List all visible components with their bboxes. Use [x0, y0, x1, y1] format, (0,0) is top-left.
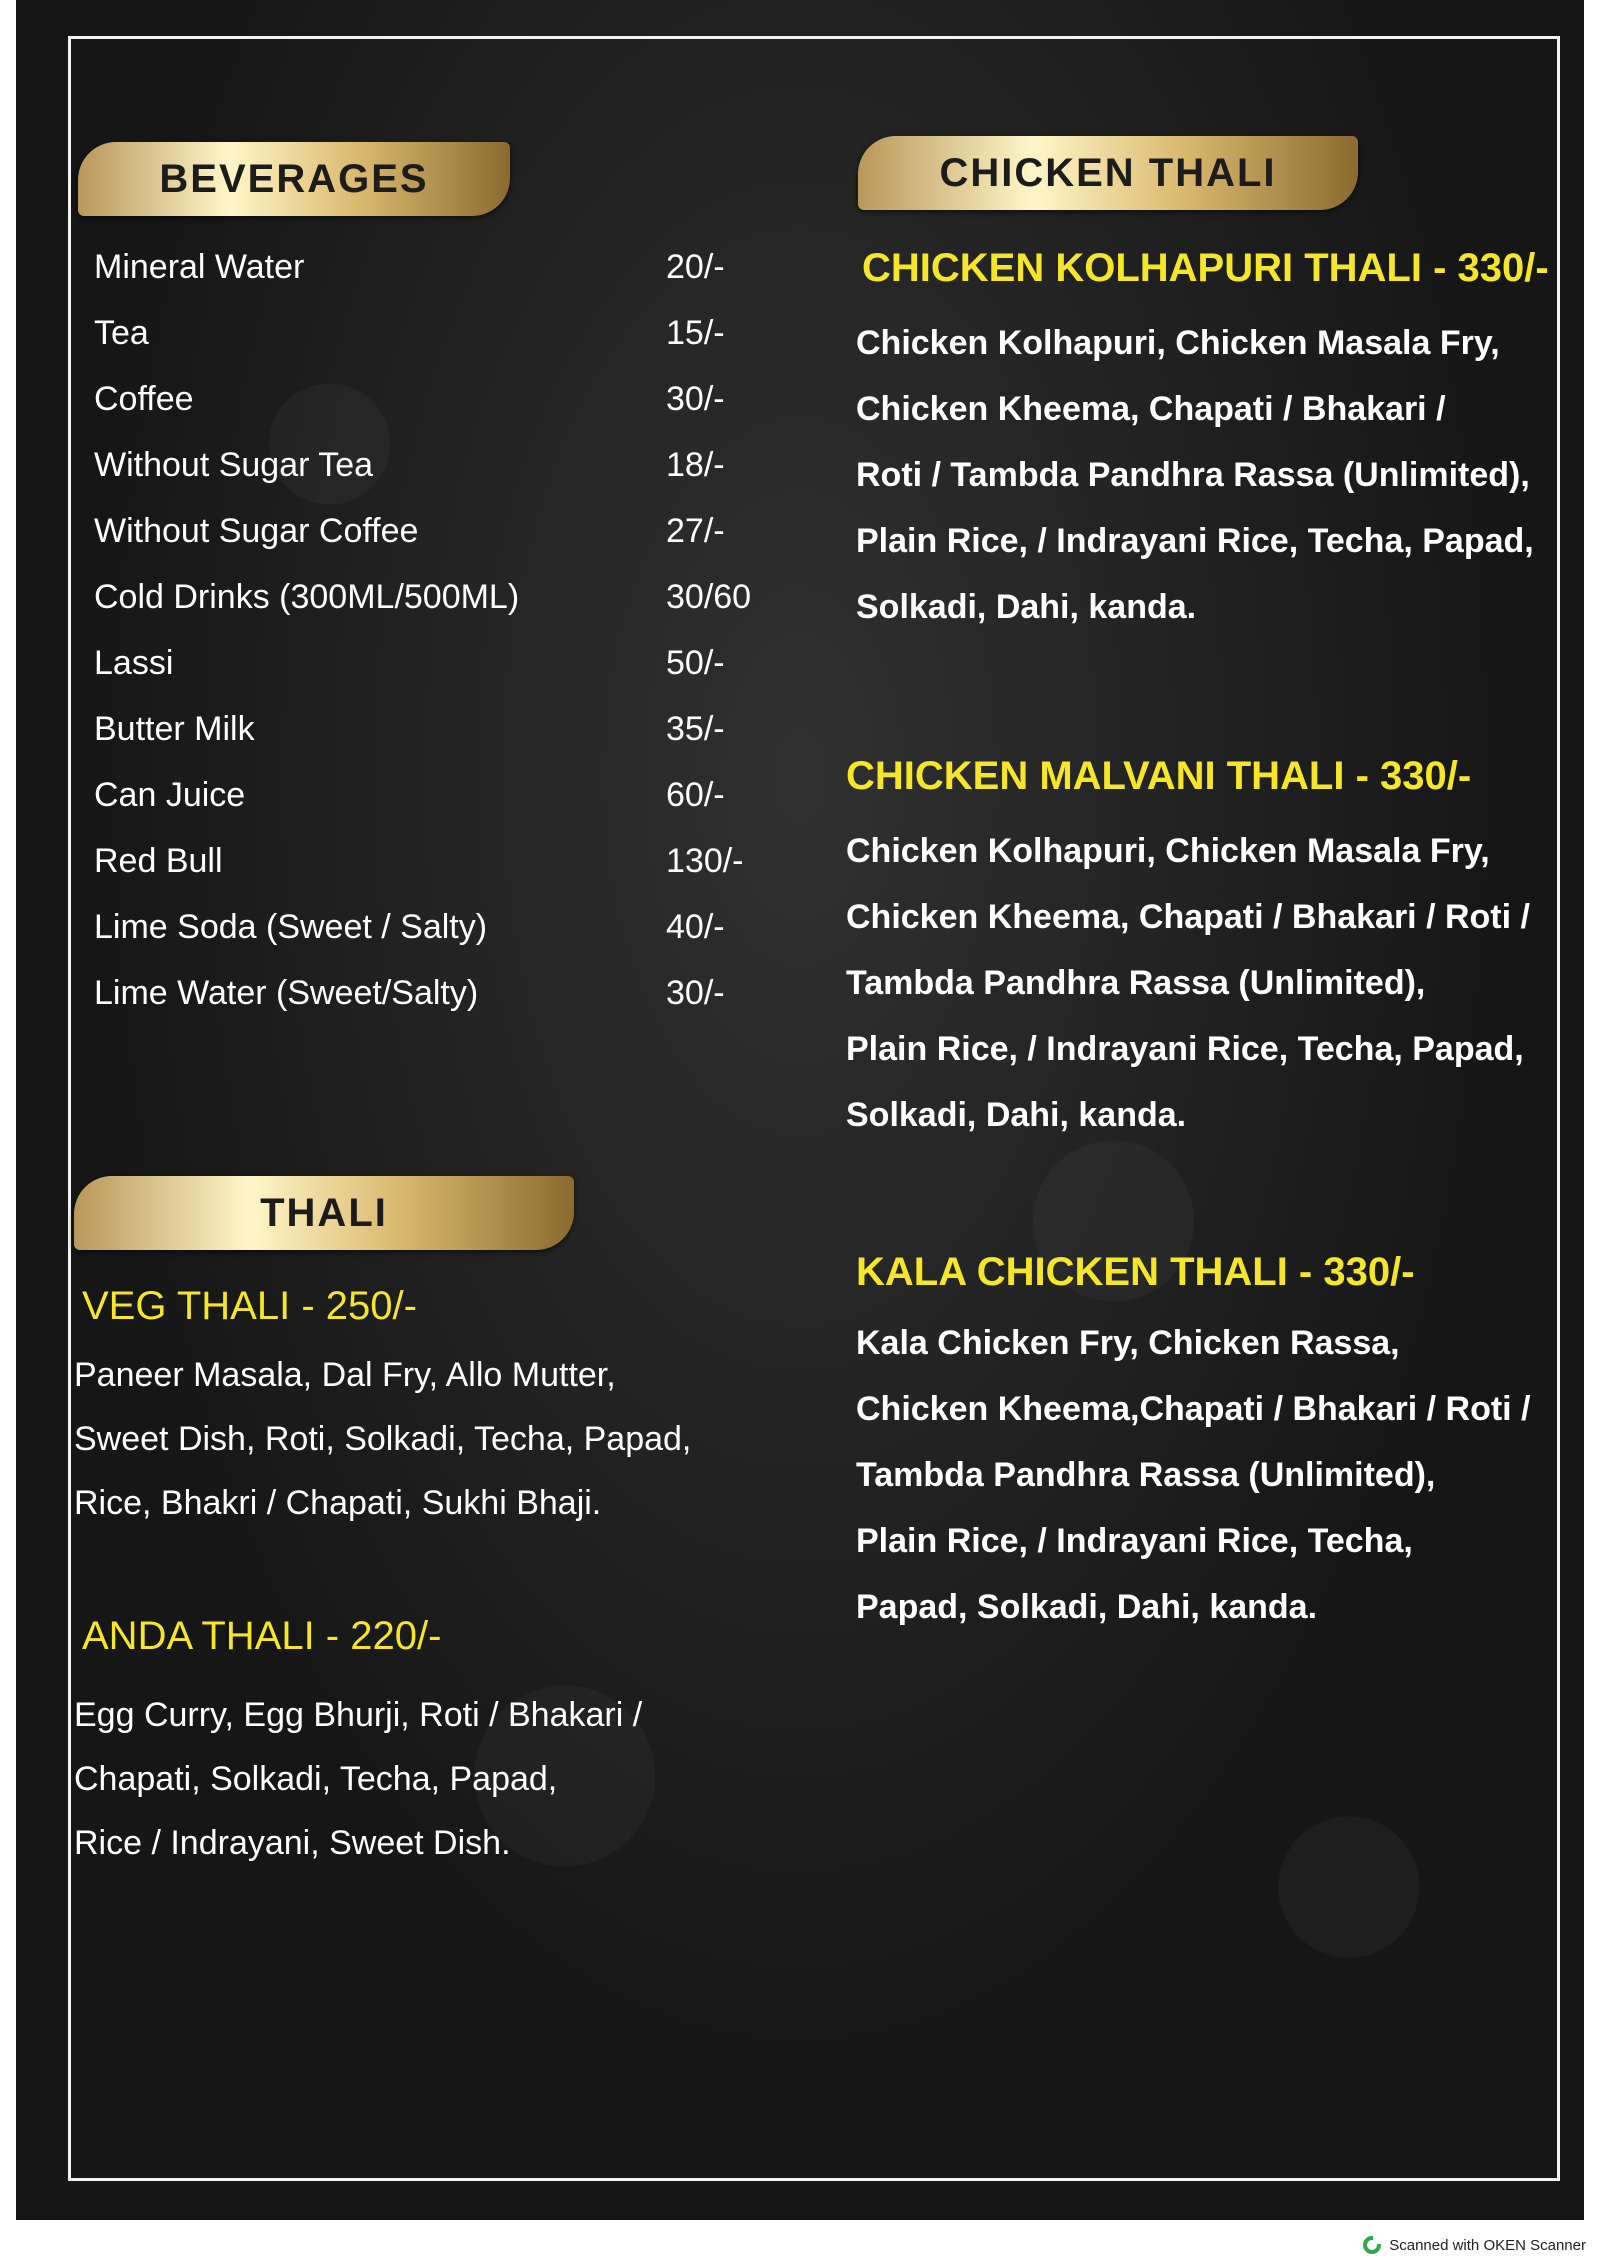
beverage-name: Lime Water (Sweet/Salty) — [94, 974, 479, 1012]
beverage-name: Mineral Water — [94, 248, 305, 286]
kolhapuri-thali-line: Plain Rice, / Indrayani Rice, Techa, Papad, — [856, 522, 1534, 560]
beverage-name: Red Bull — [94, 842, 223, 880]
veg-thali-line: Sweet Dish, Roti, Solkadi, Techa, Papad, — [74, 1420, 692, 1458]
beverage-name: Tea — [94, 314, 149, 352]
veg-thali-heading: VEG THALI - 250/- — [82, 1284, 417, 1328]
malvani-thali-line: Tambda Pandhra Rassa (Unlimited), — [846, 964, 1426, 1002]
kala-chicken-thali-line: Chicken Kheema,Chapati / Bhakari / Roti / — [856, 1390, 1531, 1428]
beverage-price: 60/- — [666, 776, 725, 814]
beverage-price: 30/- — [666, 974, 725, 1012]
anda-thali-line: Egg Curry, Egg Bhurji, Roti / Bhakari / — [74, 1696, 643, 1734]
beverage-price: 35/- — [666, 710, 725, 748]
veg-thali-line: Paneer Masala, Dal Fry, Allo Mutter, — [74, 1356, 616, 1394]
anda-thali-heading: ANDA THALI - 220/- — [82, 1614, 442, 1658]
beverages-banner — [78, 142, 510, 216]
malvani-thali-line: Solkadi, Dahi, kanda. — [846, 1096, 1187, 1134]
beverage-name: Cold Drinks (300ML/500ML) — [94, 578, 520, 616]
scanner-watermark — [1363, 2236, 1586, 2254]
menu-sheet — [16, 0, 1584, 2220]
beverage-price: 20/- — [666, 248, 725, 286]
kolhapuri-thali-line: Chicken Kolhapuri, Chicken Masala Fry, — [856, 324, 1500, 362]
malvani-thali-line: Plain Rice, / Indrayani Rice, Techa, Papad, — [846, 1030, 1524, 1068]
beverage-name: Coffee — [94, 380, 194, 418]
beverage-price: 30/60 — [666, 578, 752, 616]
kala-chicken-thali-heading: KALA CHICKEN THALI - 330/- — [856, 1250, 1415, 1294]
beverage-name: Can Juice — [94, 776, 246, 814]
beverage-name: Butter Milk — [94, 710, 255, 748]
beverage-price: 18/- — [666, 446, 725, 484]
kala-chicken-thali-line: Kala Chicken Fry, Chicken Rassa, — [856, 1324, 1400, 1362]
beverage-price: 27/- — [666, 512, 725, 550]
malvani-thali-line: Chicken Kolhapuri, Chicken Masala Fry, — [846, 832, 1490, 870]
chicken-thali-banner — [858, 136, 1358, 210]
beverage-name: Without Sugar Coffee — [94, 512, 419, 550]
beverage-price: 30/- — [666, 380, 725, 418]
anda-thali-line: Rice / Indrayani, Sweet Dish. — [74, 1824, 511, 1862]
kolhapuri-thali-line: Chicken Kheema, Chapati / Bhakari / — [856, 390, 1446, 428]
beverage-name: Lime Soda (Sweet / Salty) — [94, 908, 488, 946]
scanner-logo-icon — [1363, 2236, 1381, 2254]
kala-chicken-thali-line: Papad, Solkadi, Dahi, kanda. — [856, 1588, 1318, 1626]
beverage-name: Without Sugar Tea — [94, 446, 374, 484]
thali-banner — [74, 1176, 574, 1250]
thali-title: THALI — [260, 1190, 388, 1235]
beverage-price: 40/- — [666, 908, 725, 946]
kala-chicken-thali-line: Tambda Pandhra Rassa (Unlimited), — [856, 1456, 1436, 1494]
anda-thali-line: Chapati, Solkadi, Techa, Papad, — [74, 1760, 558, 1798]
beverage-price: 50/- — [666, 644, 725, 682]
kala-chicken-thali-line: Plain Rice, / Indrayani Rice, Techa, — [856, 1522, 1413, 1560]
kolhapuri-thali-heading: CHICKEN KOLHAPURI THALI - 330/- — [862, 246, 1549, 290]
veg-thali-line: Rice, Bhakri / Chapati, Sukhi Bhaji. — [74, 1484, 602, 1522]
kolhapuri-thali-line: Solkadi, Dahi, kanda. — [856, 588, 1197, 626]
beverages-title: BEVERAGES — [159, 156, 429, 201]
beverage-name: Lassi — [94, 644, 174, 682]
chicken-thali-title: CHICKEN THALI — [939, 150, 1277, 195]
malvani-thali-heading: CHICKEN MALVANI THALI - 330/- — [846, 754, 1472, 798]
kolhapuri-thali-line: Roti / Tambda Pandhra Rassa (Unlimited), — [856, 456, 1530, 494]
beverage-price: 130/- — [666, 842, 744, 880]
beverage-price: 15/- — [666, 314, 725, 352]
malvani-thali-line: Chicken Kheema, Chapati / Bhakari / Roti / — [846, 898, 1530, 936]
scanner-text: Scanned with OKEN Scanner — [1389, 2236, 1586, 2254]
